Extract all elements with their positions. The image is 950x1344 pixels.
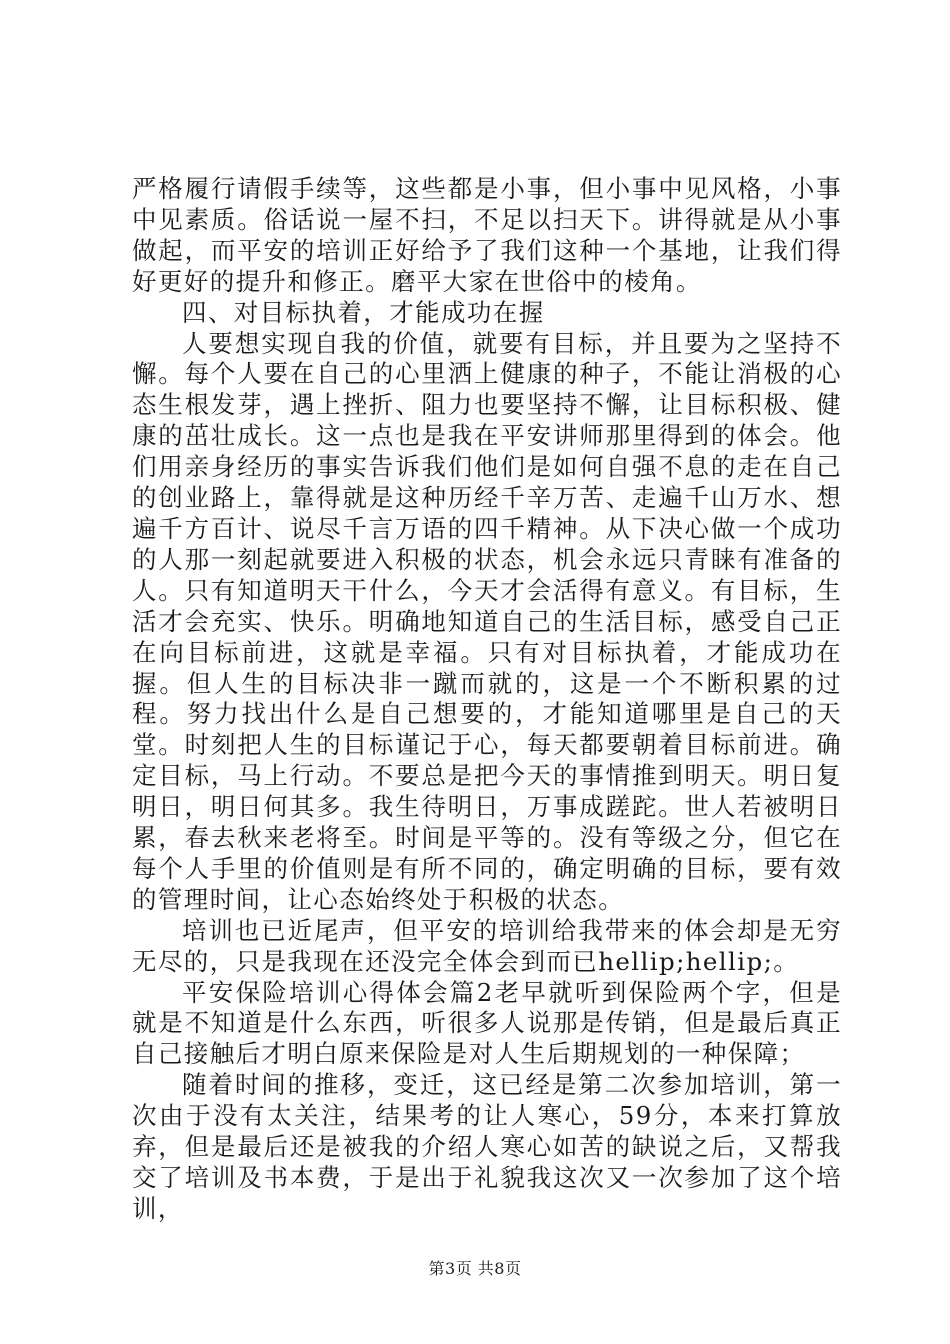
- paragraph-4: 平安保险培训心得体会篇2老早就听到保险两个字，但是就是不知道是什么东西，听很多人说那是传销，但是最后真正自己接触后才明白原来保险是对人生后期规划的一种保障；: [132, 977, 842, 1069]
- section-heading-4: 四、对目标执着，才能成功在握: [182, 297, 545, 327]
- paragraph-2: 人要想实现自我的价值，就要有目标，并且要为之坚持不懈。每个人要在自己的心里洒上健康的种子，不能让消极的心态生根发芽，遇上挫折、阻力也要坚持不懈，让目标积极、健康的茁壮成长。这一点也是我在平安讲师那里得到的体会。他们用亲身经历的事实告诉我们他们是如何自强不息的走在自己的创业路上，靠得就是这种历经千辛万苦、走遍千山万水、想遍千方百计、说尽千言万语的四千精神。从下决心做一个成功的人那一刻起就要进入积极的状态，机会永远只青睐有准备的人。只有知道明天干什么，今天才会活得有意义。有目标，生活才会充实、快乐。明确地知道自己的生活目标，感受自己正在向目标前进，这就是幸福。只有对目标执着，才能成功在握。但人生的目标决非一蹴而就的，这是一个不断积累的过程。努力找出什么是自己想要的，才能知道哪里是自己的天堂。时刻把人生的目标谨记于心，每天都要朝着目标前进。确定目标，马上行动。不要总是把今天的事情推到明天。明日复明日，明日何其多。我生待明日，万事成蹉跎。世人若被明日累，春去秋来老将至。时间是平等的。没有等级之分，但它在每个人手里的价值则是有所不同的，确定明确的目标，要有效的管理时间，让心态始终处于积极的状态。: [132, 328, 842, 914]
- page-number-footer: 第3页 共8页: [428, 1259, 522, 1278]
- paragraph-1: 严格履行请假手续等，这些都是小事，但小事中见风格，小事中见素质。俗话说一屋不扫，不足以扫天下。讲得就是从小事做起，而平安的培训正好给予了我们这种一个基地，让我们得好更好的提升和修正。磨平大家在世俗中的棱角。: [132, 174, 842, 296]
- paragraph-5: 随着时间的推移，变迁，这已经是第二次参加培训，第一次由于没有太关注，结果考的让人寒心，59分，本来打算放弃，但是最后还是被我的介绍人寒心如苦的缺说之后，又帮我交了培训及书本费，于是出于礼貌我这次又一次参加了这个培训，: [132, 1070, 842, 1223]
- document-body: [132, 174, 842, 1225]
- paragraph-3: 培训也已近尾声，但平安的培训给我带来的体会却是无穷无尽的，只是我现在还没完全体会到而已hellip;hellip;。: [132, 915, 842, 976]
